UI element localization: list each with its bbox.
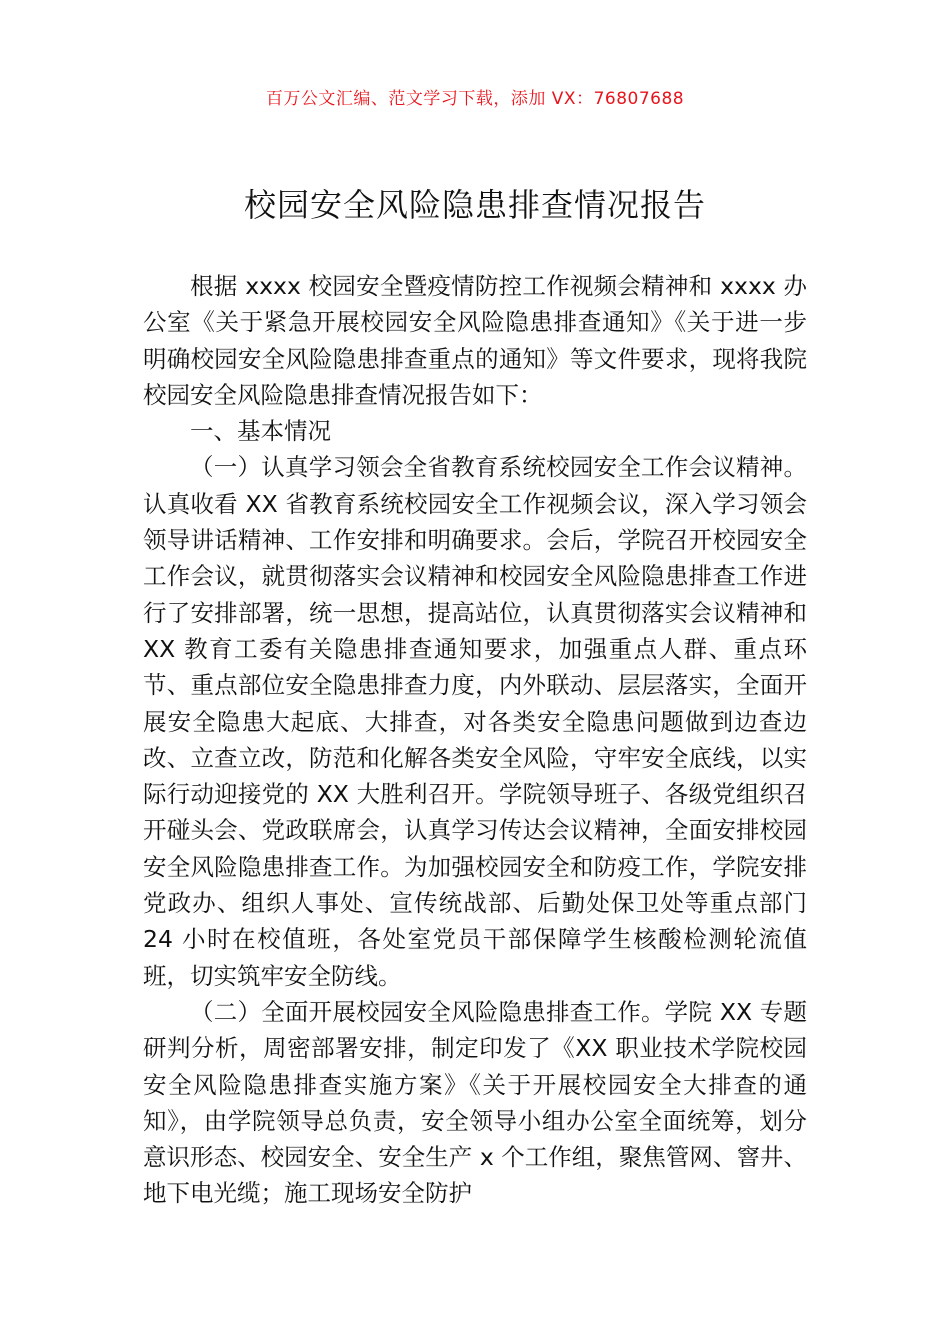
paragraph-section-1: （一）认真学习领会全省教育系统校园安全工作会议精神。认真收看 XX 省教育系统校园安全工作视频会议，深入学习领会领导讲话精神、工作安排和明确要求。会后，学院召开校园安全工作会议，就贯彻落实会议精神和校园安全风险隐患排查工作进行了安排部署，统一思想，提高站位，认真贯彻落实会议精神和 XX 教育工委有关隐患排查通知要求，加强重点人群、重点环节、重点部位安全隐患排查力度，内外联动、层层落实，全面开展安全隐患大起底、大排查，对各类安全隐患问题做到边查边改、立查立改，防范和化解各类安全风险，守牢安全底线，以实际行动迎接党的 XX 大胜利召开。学院领导班子、各级党组织召开碰头会、党政联席会，认真学习传达会议精神，全面安排校园安全风险隐患排查工作。为加强校园安全和防疫工作，学院安排党政办、组织人事处、宣传统战部、后勤处保卫处等重点部门 24 小时在校值班，各处室党员干部保障学生核酸检测轮流值班，切实筑牢安全防线。 bbox=[143, 453, 807, 990]
document-title: 校园安全风险隐患排查情况报告 bbox=[243, 186, 706, 224]
section-heading-basic: 一、基本情况 bbox=[190, 417, 331, 446]
paragraph-intro: 根据 xxxx 校园安全暨疫情防控工作视频会精神和 xxxx 办公室《关于紧急开展校园安全风险隐患排查通知》《关于进一步明确校园安全风险隐患排查重点的通知》等文件要求，现将我院校园安全风险隐患排查情况报告如下： bbox=[143, 272, 807, 409]
watermark-banner: 百万公文汇编、范文学习下载，添加 VX：76807688 bbox=[265, 89, 685, 109]
paragraph-section-2: （二）全面开展校园安全风险隐患排查工作。学院 XX 专题研判分析，周密部署安排，制定印发了《XX 职业技术学院校园安全风险隐患排查实施方案》《关于开展校园安全大排查的通知》，由学院领导总负责，安全领导小组办公室全面统筹，划分意识形态、校园安全、安全生产 x 个工作组，聚焦管网、窨井、地下电光缆；施工现场安全防护 bbox=[143, 997, 807, 1208]
document-body bbox=[143, 268, 807, 1212]
